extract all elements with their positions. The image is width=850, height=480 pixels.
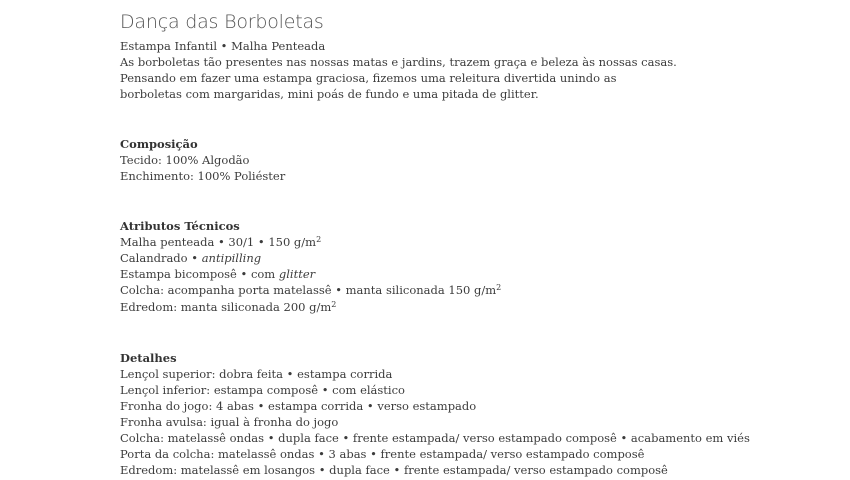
product-description: As borboletas tão presentes nas nossas matas e jardins, trazem graça e beleza às nossas casas. Pensando em fazer uma estampa graciosa, fizemos uma releitura divertida unindo as borboletas com margaridas, mini poás de fundo e uma pitada de glitter. (120, 55, 677, 101)
composition-section (120, 136, 820, 184)
technical-fabric-sup: 2 (316, 235, 322, 244)
product-subtitle: Estampa Infantil • Malha Penteada (120, 39, 326, 53)
technical-colcha (120, 282, 820, 299)
composition-heading: Composição (120, 137, 198, 151)
details-heading: Detalhes (120, 351, 177, 365)
details-line: Colcha: matelassê ondas • dupla face • frente estampada/ verso estampado composê • acabamento em viés (120, 431, 750, 445)
technical-colcha-text: Colcha: acompanha porta matelassê • manta siliconada 150 g/m (120, 283, 497, 297)
details-line: Porta da colcha: matelassê ondas • 3 abas • frente estampada/ verso estampado composê (120, 447, 645, 461)
technical-edredom (120, 299, 820, 316)
technical-edredom-sup: 2 (331, 300, 337, 309)
product-title: Dança das Borboletas (120, 11, 324, 33)
technical-calandrado (120, 250, 820, 266)
details-line: Fronha avulsa: igual à fronha do jogo (120, 415, 339, 429)
details-section (120, 350, 820, 478)
details-line: Fronha do jogo: 4 abas • estampa corrida • verso estampado (120, 399, 477, 413)
technical-print-em: glitter (278, 267, 316, 281)
details-line: Lençol inferior: estampa composê • com elástico (120, 383, 405, 397)
technical-print (120, 266, 820, 282)
technical-heading: Atributos Técnicos (120, 219, 240, 233)
technical-colcha-sup: 2 (496, 283, 502, 292)
composition-fabric: Tecido: 100% Algodão (120, 153, 250, 167)
details-line: Lençol superior: dobra feita • estampa corrida (120, 367, 393, 381)
technical-calandrado-text: Calandrado • (120, 251, 202, 265)
technical-edredom-text: Edredom: manta siliconada 200 g/m (120, 300, 332, 314)
technical-print-text: Estampa bicomposê • com (120, 267, 279, 281)
technical-calandrado-em: antipilling (201, 251, 262, 265)
product-info (120, 8, 820, 478)
technical-fabric-text: Malha penteada • 30/1 • 150 g/m (120, 235, 317, 249)
technical-section (120, 218, 820, 316)
details-line: Edredom: matelassê em losangos • dupla face • frente estampada/ verso estampado composê (120, 463, 668, 477)
composition-filling: Enchimento: 100% Poliéster (120, 169, 286, 183)
technical-fabric (120, 234, 820, 250)
